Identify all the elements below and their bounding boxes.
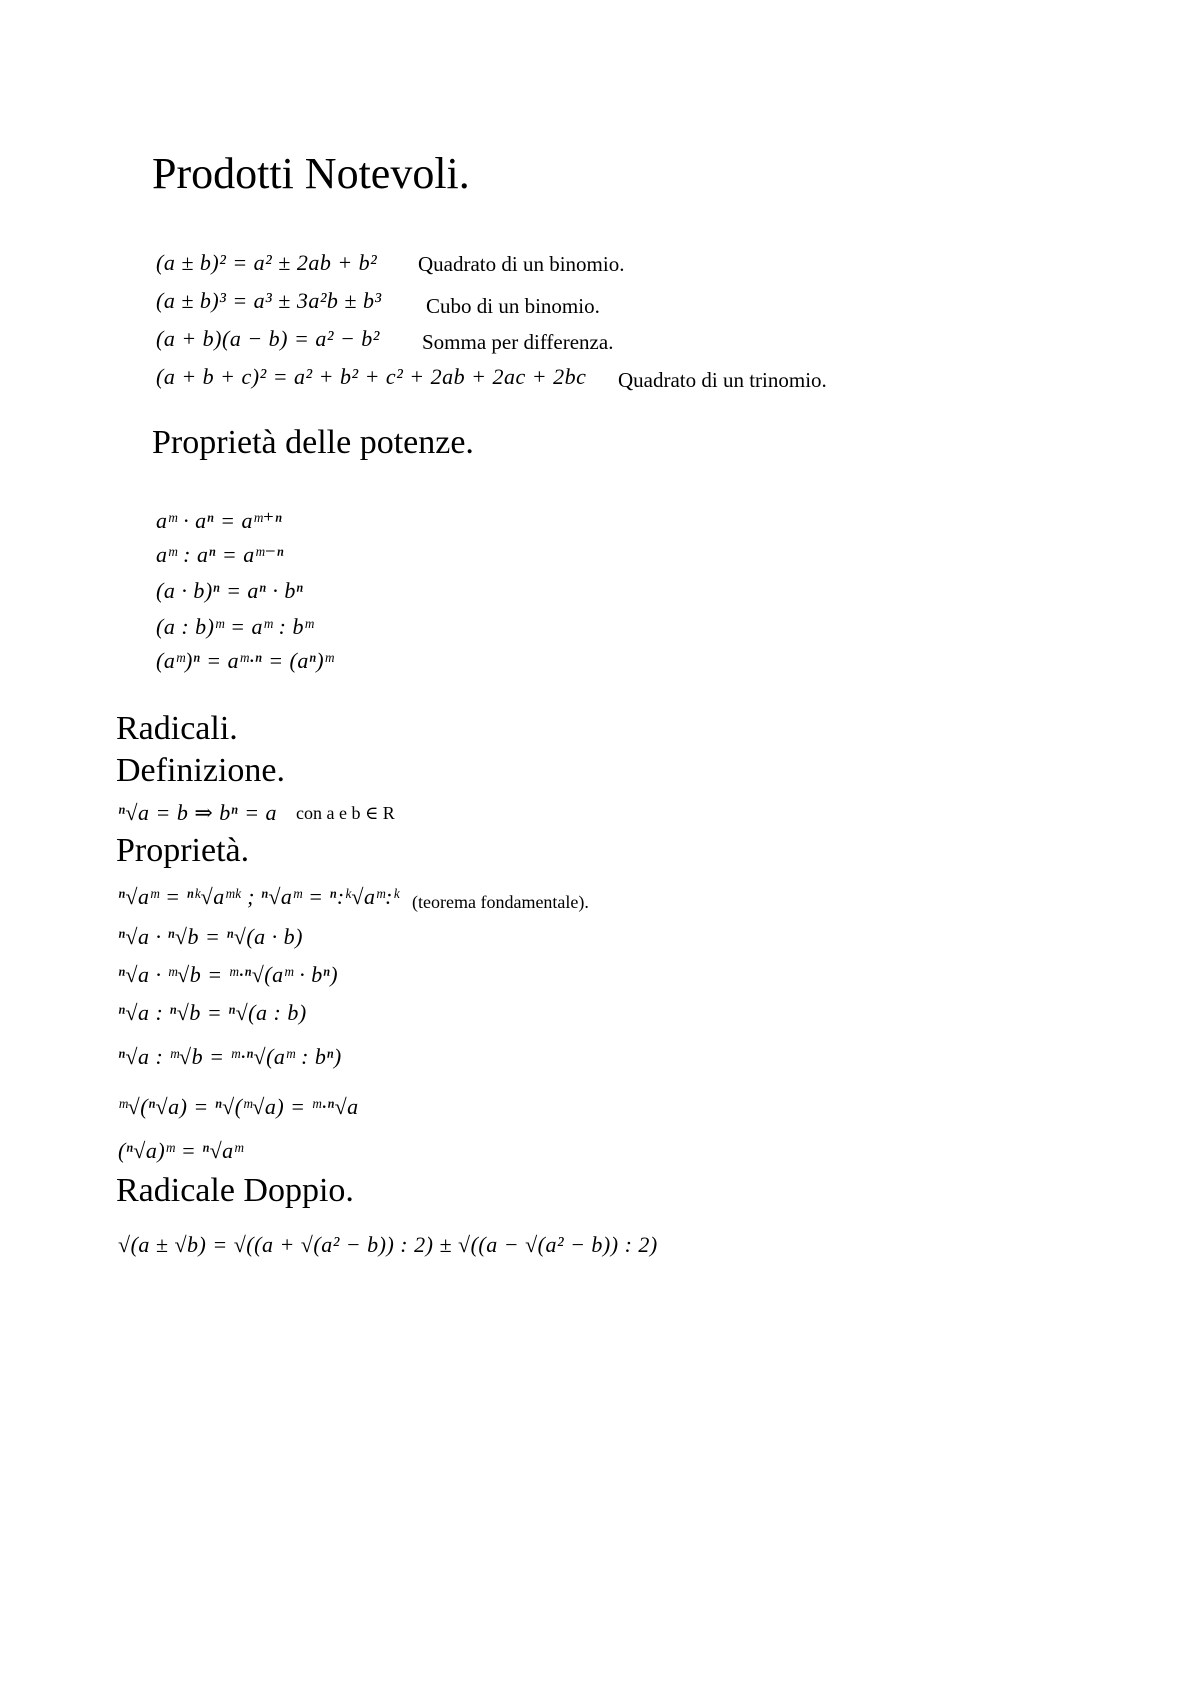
radical-property-row: ⁿ√a · ⁿ√b = ⁿ√(a · b) (118, 924, 304, 949)
fundamental-theorem-text: (teorema fondamentale). (412, 892, 589, 912)
section-title-prodotti: Prodotti Notevoli. (152, 149, 470, 198)
definition-text: con a e b ∈ R (296, 803, 395, 823)
subsection-title-proprieta: Proprietà. (116, 832, 250, 869)
formula-row: (aᵐ)ⁿ = aᵐ·ⁿ = (aⁿ)ᵐ (156, 648, 334, 673)
double-radical-formula: √(a ± √b) = √((a + √(a² − b)) : 2) ± √((a − √(a² − b)) : 2) (118, 1232, 658, 1257)
subsection-title-radicale-doppio: Radicale Doppio. (116, 1172, 354, 1209)
formula-description: Quadrato di un trinomio. (618, 368, 827, 392)
section-title-potenze: Proprietà delle potenze. (152, 424, 474, 461)
formula-description: Cubo di un binomio. (426, 294, 600, 318)
radical-property-row: ⁿ√a · ᵐ√b = ᵐ·ⁿ√(aᵐ · bⁿ) (118, 962, 339, 987)
section-title-radicali: Radicali. (116, 710, 238, 747)
formula-row: aᵐ : aⁿ = aᵐ⁻ⁿ (156, 542, 284, 567)
fundamental-theorem-formula: ⁿ√aᵐ = ⁿᵏ√aᵐᵏ ; ⁿ√aᵐ = ⁿ:ᵏ√aᵐ:ᵏ (118, 884, 400, 909)
formula-row: aᵐ · aⁿ = aᵐ⁺ⁿ (156, 508, 283, 533)
formula-row: (a ± b)² = a² ± 2ab + b² (156, 250, 378, 275)
radical-property-row: ⁿ√a : ᵐ√b = ᵐ·ⁿ√(aᵐ : bⁿ) (118, 1044, 342, 1069)
radical-property-row: ᵐ√(ⁿ√a) = ⁿ√(ᵐ√a) = ᵐ·ⁿ√a (118, 1094, 359, 1119)
subsection-title-definizione: Definizione. (116, 752, 285, 789)
formula-row: (a · b)ⁿ = aⁿ · bⁿ (156, 578, 304, 603)
formula-description: Quadrato di un binomio. (418, 252, 625, 276)
formula-row: (a ± b)³ = a³ ± 3a²b ± b³ (156, 288, 382, 313)
definition-formula: ⁿ√a = b ⇒ bⁿ = a (118, 800, 278, 825)
formula-row: (a + b)(a − b) = a² − b² (156, 326, 380, 351)
radical-property-row: (ⁿ√a)ᵐ = ⁿ√aᵐ (118, 1138, 244, 1163)
radical-property-row: ⁿ√a : ⁿ√b = ⁿ√(a : b) (118, 1000, 307, 1025)
formula-row: (a : b)ᵐ = aᵐ : bᵐ (156, 614, 314, 639)
formula-row: (a + b + c)² = a² + b² + c² + 2ab + 2ac + 2bc (156, 364, 587, 389)
formula-description: Somma per differenza. (422, 330, 614, 354)
